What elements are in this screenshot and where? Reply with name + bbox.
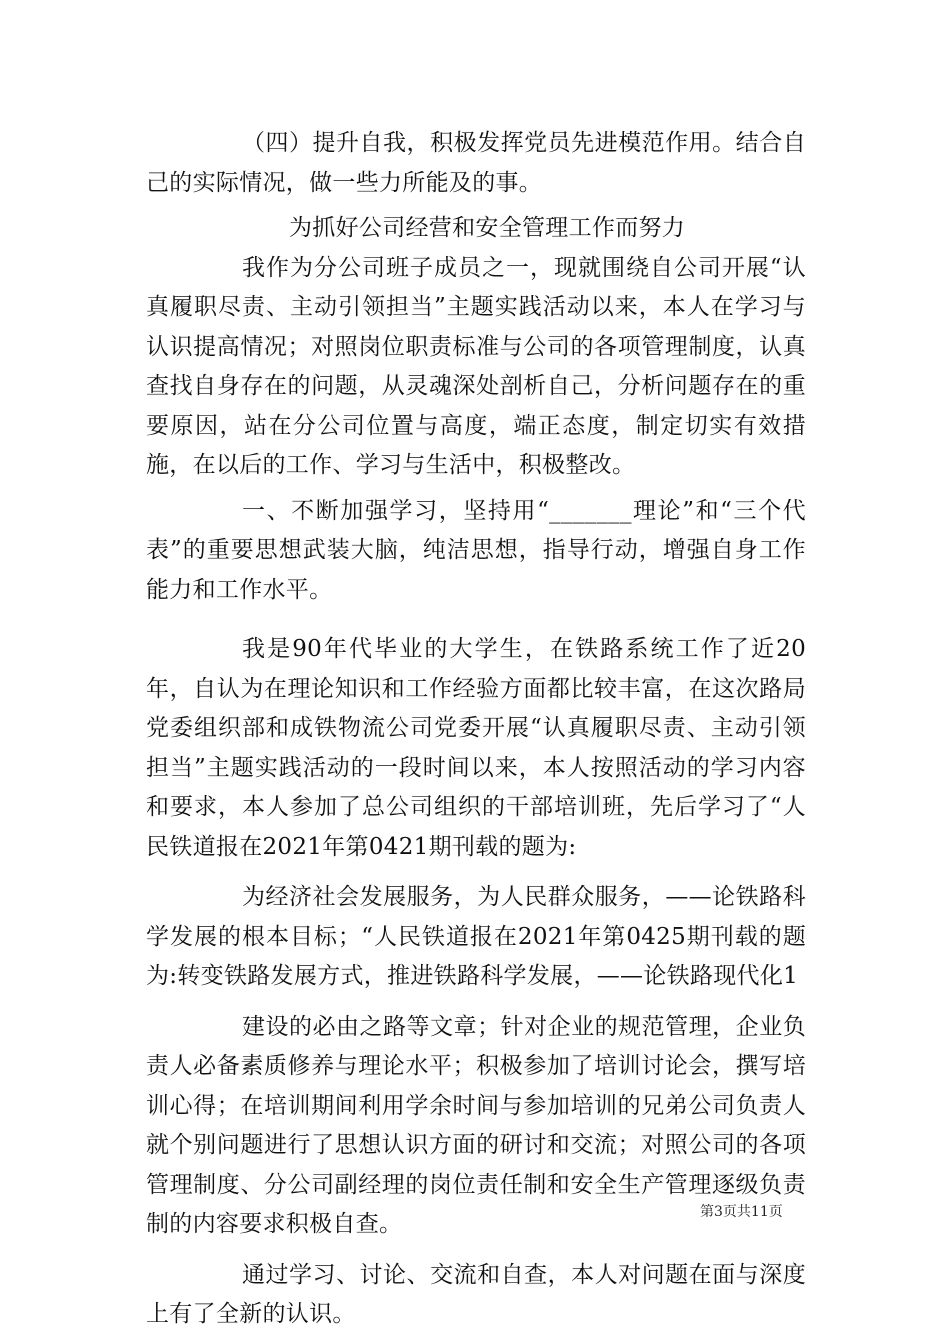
paragraph-activities: 建设的必由之路等文章；针对企业的规范管理，企业负责人必备素质修养与理论水平；积极参加了培训讨论会，撰写培训心得；在培训期间利用学余时间与参加培训的兄弟公司负责人就个别问题进行了思想认识方面的研讨和交流；对照公司的各项管理制度、分公司副经理的岗位责任制和安全生产管理逐级负责制的内容要求积极自查。 xyxy=(146,1013,806,1237)
paragraph-point-one: 一、不断加强学习，坚持用“_______理论”和“三个代表”的重要思想武装大脑，纯洁思想，指导行动，增强自身工作能力和工作水平。 xyxy=(146,497,806,603)
paragraph-section-four: （四）提升自我，积极发挥党员先进模范作用。结合自己的实际情况，做一些力所能及的事。 xyxy=(146,130,806,196)
paragraph-articles: 为经济社会发展服务，为人民群众服务，——论铁路科学发展的根本目标；“人民铁道报在2021年第0425期刊载的题为:转变铁路发展方式，推进铁路科学发展，——论铁路现代化1 xyxy=(146,884,806,989)
document-body xyxy=(146,124,806,1335)
paragraph-intro: 我作为分公司班子成员之一，现就围绕自公司开展“认真履职尽责、主动引领担当”主题实践活动以来，本人在学习与认识提高情况；对照岗位职责标准与公司的各项管理制度，认真查找自身存在的问题，从灵魂深处剖析自己，分析问题存在的重要原因，站在分公司位置与高度，端正态度，制定切实有效措施，在以后的工作、学习与生活中，积极整改。 xyxy=(146,254,806,478)
paragraph-conclusion: 通过学习、讨论、交流和自查，本人对问题在面与深度上有了全新的认识。 xyxy=(146,1261,806,1327)
page-number: 第3页共11页 xyxy=(700,1204,783,1220)
paragraph-background: 我是90年代毕业的大学生，在铁路系统工作了近20年，自认为在理论知识和工作经验方面都比较丰富，在这次路局党委组织部和成铁物流公司党委开展“认真履职尽责、主动引领担当”主题实践活动的一段时间以来，本人按照活动的学习内容和要求，本人参加了总公司组织的干部培训班，先后学习了“人民铁道报在2021年第0421期刊载的题为: xyxy=(146,636,806,860)
section-heading: 为抓好公司经营和安全管理工作而努力 xyxy=(289,215,686,241)
